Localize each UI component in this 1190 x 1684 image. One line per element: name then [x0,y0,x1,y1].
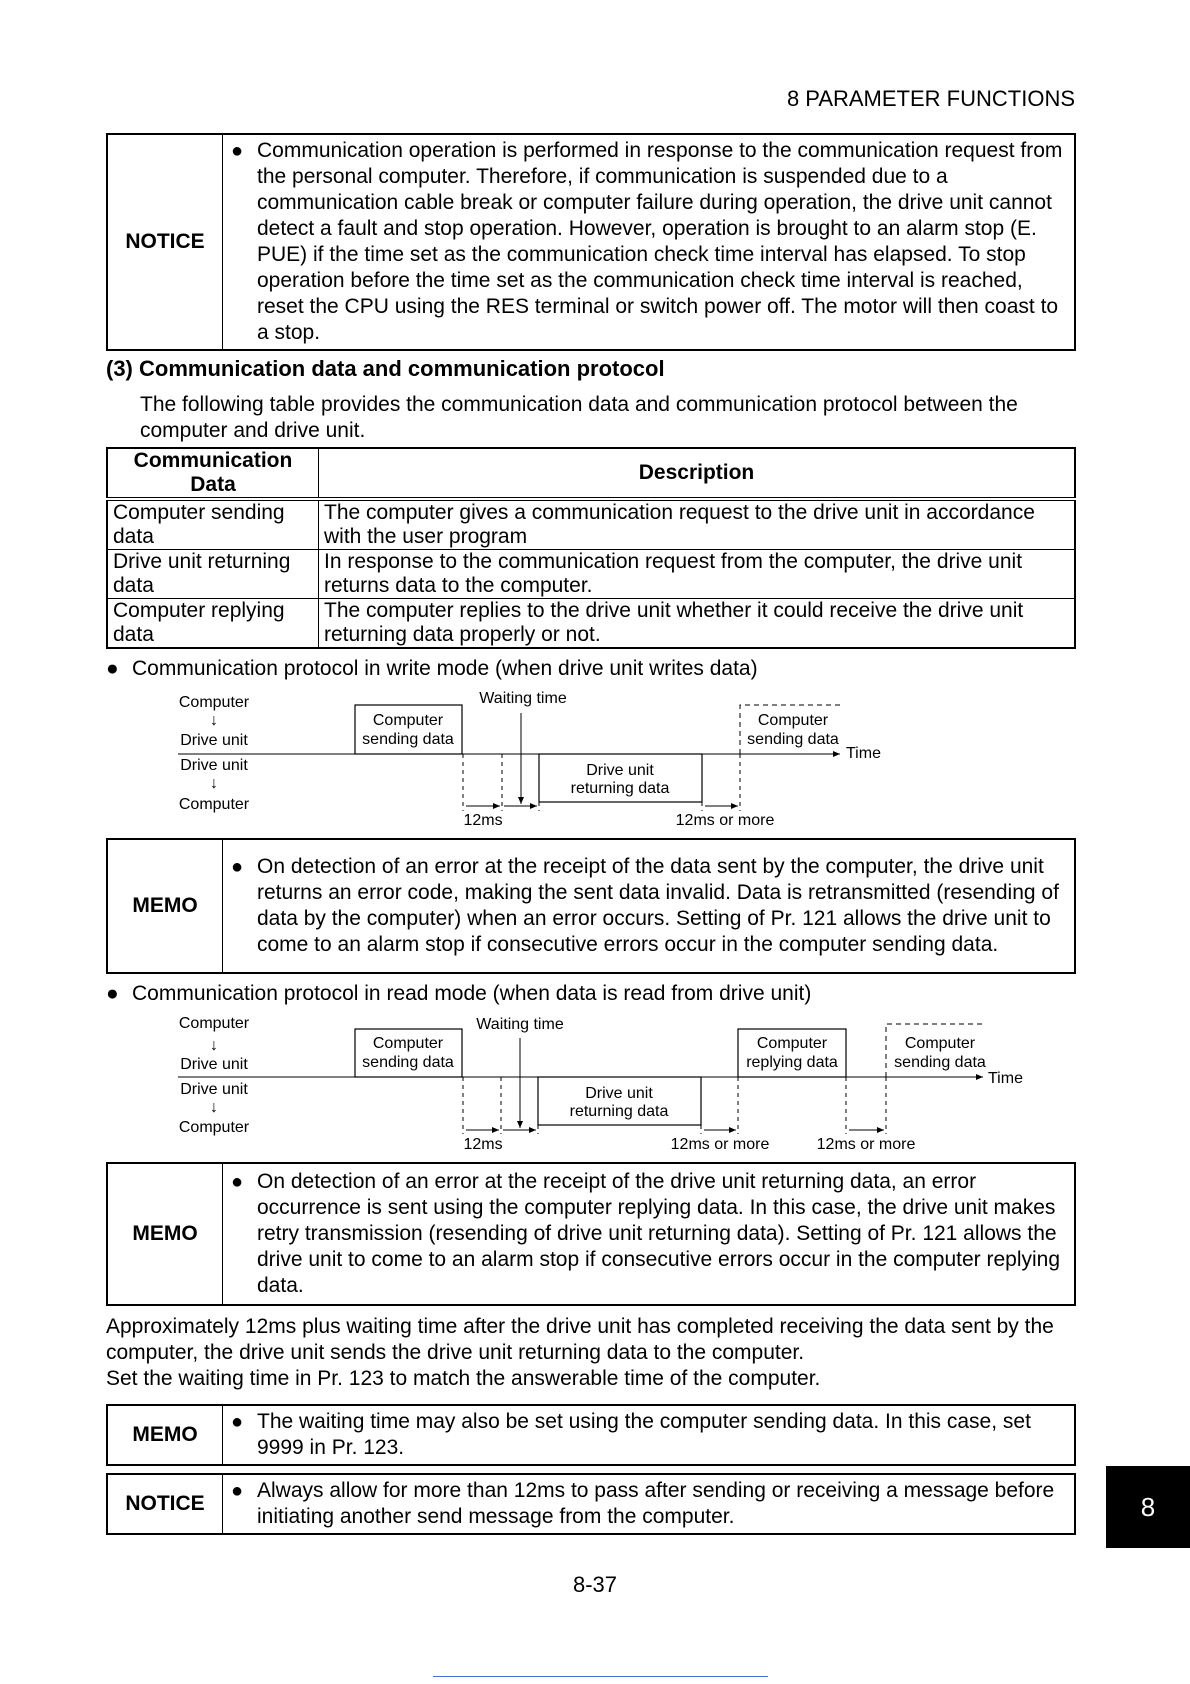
read-label-drive-unit: Drive unit [180,1056,248,1073]
read-label-computer: Computer [178,1015,250,1032]
table-cell-data: Computer replying data [107,599,319,649]
waiting-time-paragraph [106,1314,1081,1392]
bullet-icon: ● [231,1171,244,1193]
notice-box-communication [106,133,1076,351]
bullet-icon: ● [106,657,119,680]
memo-label: MEMO [107,1405,223,1465]
memo-text: On detection of an error at the receipt of the drive unit returning data, an error occurrence is sent using the computer replying data. In this case, the drive unit makes retry transmission (resending of drive unit returning data). Setting of Pr. 121 allows the drive unit to come to an alarm stop if consecutive errors occur in the computer replying data. [257,1170,1061,1297]
write-12ms-more-label: 12ms or more [675,812,775,829]
memo-label: MEMO [107,839,223,973]
read-12ms-more-label-b: 12ms or more [816,1136,916,1153]
memo-label: MEMO [107,1163,223,1305]
notice-text: Communication operation is performed in response to the communication request from the personal computer. Therefore, if communication is suspended due to a communication cable break or computer failure during operation, the drive unit cannot detect a fault and stop operation. However, operation is brought to an alarm stop (E. PUE) if the time set as the communication check time interval has elapsed. To stop operation before the time set as the communication check time interval is reached, reset the CPU using the RES terminal or switch power off. The motor will then coast to a stop. [257,139,1063,344]
down-arrow-icon: ↓ [210,1099,218,1116]
write-dur-line1: Drive unit [586,762,654,779]
table-cell-data: Computer sending data [107,499,319,550]
memo-text: On detection of an error at the receipt of the data sent by the computer, the drive unit returns an error code, making the sent data invalid. Data is retransmitted (resending of data by the computer) when an error occurs. Setting of Pr. 121 allows the drive unit to come to an alarm stop if consecutive errors occur in the computer sending data. [257,855,1059,956]
down-arrow-icon: ↓ [210,775,218,792]
write-label-computer-2: Computer [178,796,250,813]
table-cell-data: Drive unit returning data [107,550,319,599]
read-dur-line1: Drive unit [585,1085,653,1102]
section-title: (3) Communication data and communication protocol [106,356,665,381]
read-crd-line1: Computer [756,1035,828,1052]
read-csd2-line2: sending data [894,1054,986,1071]
bullet-icon: ● [231,1480,244,1502]
read-time-label: Time [988,1070,1023,1087]
write-waiting-time: Waiting time [479,690,567,707]
read-12ms-more-label-a: 12ms or more [670,1136,770,1153]
read-12ms-label: 12ms [463,1136,503,1153]
read-dur-line2: returning data [569,1103,669,1120]
notice-body [223,134,1076,350]
write-label-computer: Computer [178,694,250,711]
write-mode-timing-diagram [0,685,1190,835]
read-mode-title-text: Communication protocol in read mode (when data is read from drive unit) [132,982,812,1005]
read-csd-line2: sending data [362,1054,454,1071]
memo-body [223,1163,1076,1305]
header-communication-data: Communication Data [107,448,319,499]
write-csd2-line1: Computer [757,712,829,729]
write-12ms-label: 12ms [463,812,503,829]
notice-label: NOTICE [107,1474,223,1534]
write-label-drive-unit: Drive unit [180,732,248,749]
table-cell-desc: The computer gives a communication request to the drive unit in accordance with the user program [319,499,1076,550]
bullet-icon: ● [106,982,119,1005]
section-intro: The following table provides the communication data and communication protocol between the computer and drive unit. [140,393,1018,442]
memo-text: The waiting time may also be set using the computer sending data. In this case, set 9999 in Pr. 123. [257,1410,1031,1459]
memo-box-write-error [106,838,1076,974]
read-csd2-line1: Computer [904,1035,976,1052]
table-row [107,499,1075,550]
write-mode-title-text: Communication protocol in write mode (when drive unit writes data) [132,657,758,680]
memo-box-read-error [106,1162,1076,1306]
memo-body [223,1405,1076,1465]
table-cell-desc: The computer replies to the drive unit whether it could receive the drive unit returning data properly or not. [319,599,1076,649]
bullet-icon: ● [231,140,244,162]
read-crd-line2: replying data [746,1054,838,1071]
memo-box-waiting-time [106,1404,1076,1466]
notice-text: Always allow for more than 12ms to pass after sending or receiving a message before initiating another send message from the computer. [257,1479,1055,1528]
read-mode-title [106,982,811,1006]
notice-body [223,1474,1076,1534]
read-csd-line1: Computer [372,1035,444,1052]
write-mode-title [106,657,758,681]
read-waiting-time: Waiting time [476,1016,564,1033]
write-csd-line2: sending data [362,731,454,748]
paragraph-line-2: Set the waiting time in Pr. 123 to match the answerable time of the computer. [106,1367,821,1390]
write-csd-line1: Computer [372,712,444,729]
down-arrow-icon: ↓ [210,712,218,729]
write-dur-line2: returning data [570,780,670,797]
page-header: 8 PARAMETER FUNCTIONS [786,86,1075,111]
bullet-icon: ● [231,1411,244,1433]
footer-divider [433,1676,768,1677]
write-csd2-line2: sending data [747,731,839,748]
chapter-tab: 8 [1106,1466,1190,1548]
table-row [107,599,1075,649]
notice-label: NOTICE [107,134,223,350]
table-cell-desc: In response to the communication request from the computer, the drive unit returns data to the computer. [319,550,1076,599]
communication-data-table [106,447,1076,649]
paragraph-line-1: Approximately 12ms plus waiting time after the drive unit has completed receiving the data sent by the computer, the drive unit sends the drive unit returning data to the computer. [106,1315,1054,1364]
write-label-drive-unit-2: Drive unit [180,757,248,774]
write-time-label: Time [846,745,881,762]
table-row [107,550,1075,599]
memo-body [223,839,1076,973]
header-description: Description [319,448,1076,499]
table-header-row [107,448,1075,499]
read-label-drive-unit-2: Drive unit [180,1081,248,1098]
notice-box-12ms [106,1473,1076,1535]
bullet-icon: ● [231,856,244,878]
page-number: 8-37 [572,1572,618,1597]
down-arrow-icon: ↓ [210,1037,218,1054]
read-label-computer-2: Computer [178,1119,250,1136]
read-mode-timing-diagram [0,1008,1190,1158]
